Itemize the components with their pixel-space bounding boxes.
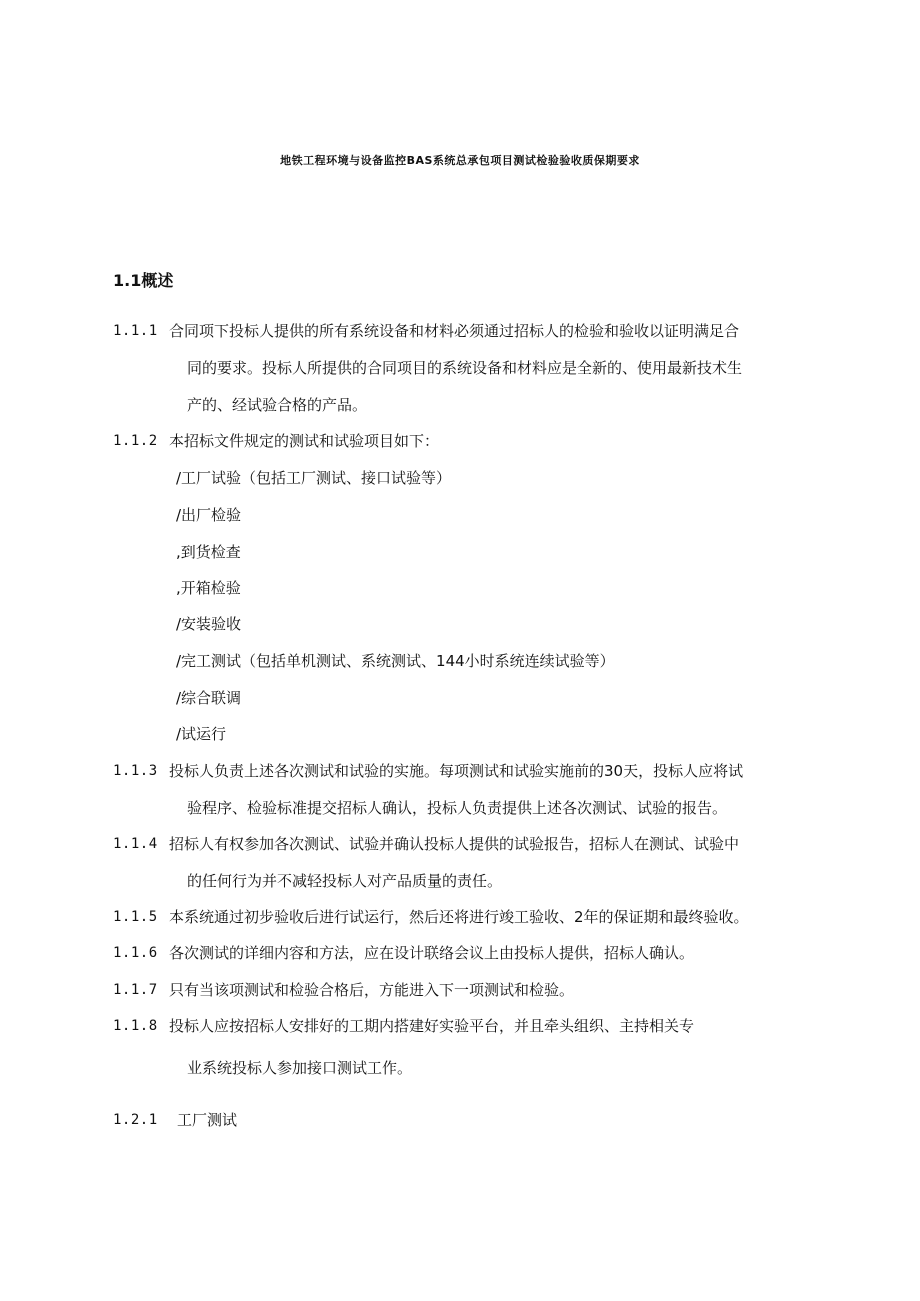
clause-number: 1.1.4	[113, 836, 158, 852]
clause-text-line: 本招标文件规定的测试和试验项目如下：	[169, 432, 440, 450]
clause-text-line: 招标人有权参加各次测试、试验并确认投标人提供的试验报告，招标人在测试、试验中	[169, 835, 740, 853]
clause-text-line: 同的要求。投标人所提供的合同项目的系统设备和材料应是全新的、使用最新技术生	[187, 359, 743, 377]
clause-text-line: 产的、经试验合格的产品。	[187, 396, 368, 414]
list-item: ,开箱检验	[176, 579, 241, 597]
clause-number: 1.1.7	[113, 982, 158, 998]
clause-text-line: 只有当该项测试和检验合格后，方能进入下一项测试和检验。	[169, 981, 575, 999]
clause-text-line: 各次测试的详细内容和方法，应在设计联络会议上由投标人提供，招标人确认。	[169, 944, 695, 962]
clause-number: 1.1.3	[113, 763, 158, 779]
clause-number: 1.1.8	[113, 1018, 158, 1034]
list-item: /试运行	[176, 725, 227, 743]
list-item: ,到货检查	[176, 543, 241, 561]
subsection-heading: 工厂测试	[177, 1111, 238, 1129]
clause-text-line: 业系统投标人参加接口测试工作。	[187, 1059, 413, 1077]
list-item: /安装验收	[176, 615, 242, 633]
clause-number: 1.2.1	[113, 1112, 158, 1128]
list-item: /完工测试（包括单机测试、系统测试、144小时系统连续试验等）	[176, 652, 615, 670]
clause-number: 1.1.5	[113, 909, 158, 925]
clause-number: 1.1.1	[113, 323, 158, 339]
clause-text-line: 投标人应按招标人安排好的工期内搭建好实验平台，并且牵头组织、主持相关专	[169, 1017, 695, 1035]
clause-text-line: 投标人负责上述各次测试和试验的实施。每项测试和试验实施前的30天，投标人应将试	[169, 762, 744, 780]
section-heading: 1.1概述	[113, 271, 174, 290]
clause-text-line: 验程序、检验标准提交招标人确认，投标人负责提供上述各次测试、试验的报告。	[187, 799, 728, 817]
clause-number: 1.1.2	[113, 433, 158, 449]
clause-number: 1.1.6	[113, 945, 158, 961]
clause-text-line: 合同项下投标人提供的所有系统设备和材料必须通过招标人的检验和验收以证明满足合	[169, 322, 740, 340]
list-item: /综合联调	[176, 689, 242, 707]
document-title: 地铁工程环境与设备监控BAS系统总承包项目测试检验验收质保期要求	[280, 154, 640, 167]
clause-text-line: 的任何行为并不减轻投标人对产品质量的责任。	[187, 872, 503, 890]
clause-text-line: 本系统通过初步验收后进行试运行，然后还将进行竣工验收、2年的保证期和最终验收。	[169, 908, 749, 926]
list-item: /出厂检验	[176, 506, 242, 524]
list-item: /工厂试验（包括工厂测试、接口试验等）	[176, 469, 452, 487]
